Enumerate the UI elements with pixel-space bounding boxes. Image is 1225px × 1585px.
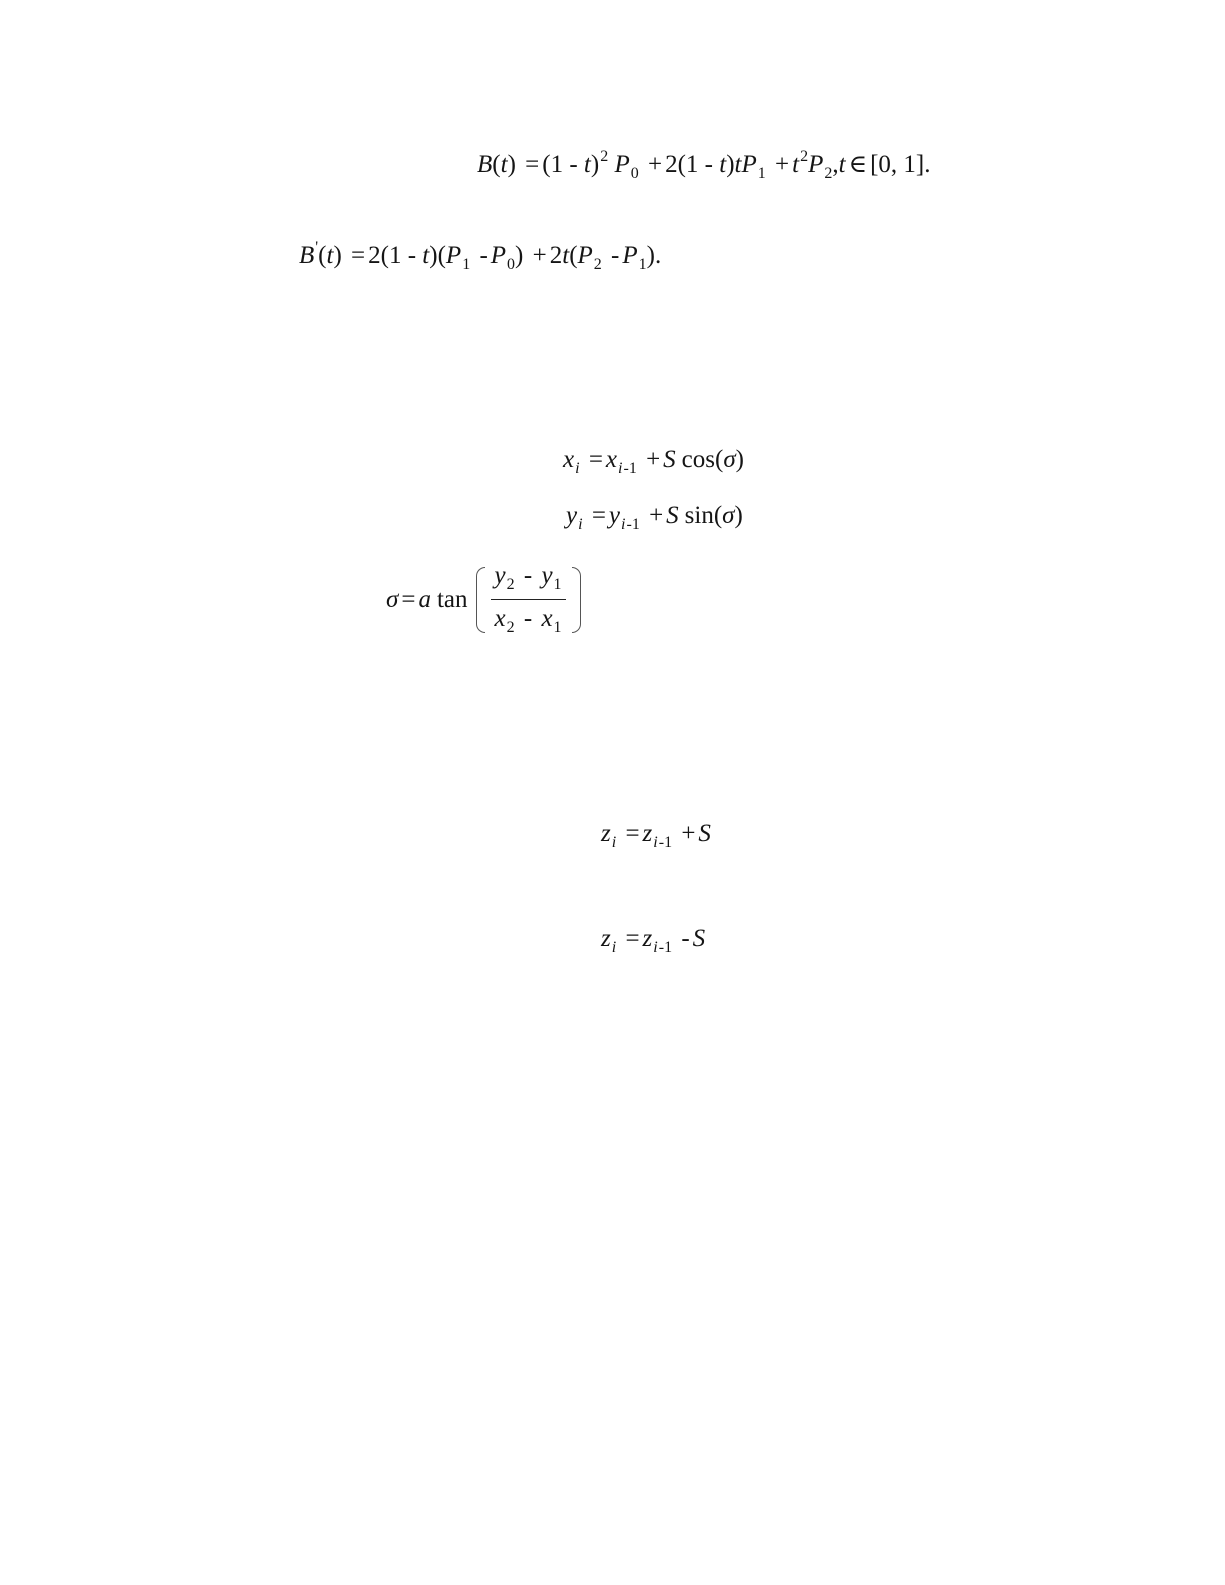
symbol: σ xyxy=(386,586,399,613)
symbol: x xyxy=(563,446,575,473)
subscript: -1 xyxy=(626,516,640,533)
subscript: 2 xyxy=(506,619,515,636)
subscript: 2 xyxy=(593,256,602,273)
fraction xyxy=(491,563,566,636)
subscript: 2 xyxy=(824,165,833,182)
symbol: ) xyxy=(735,446,744,473)
symbol: - xyxy=(681,925,690,952)
symbol: - xyxy=(523,562,533,589)
symbol: P xyxy=(808,151,824,178)
symbol: P xyxy=(622,242,638,269)
left-paren xyxy=(476,567,485,633)
symbol: , xyxy=(832,151,839,178)
symbol: ) xyxy=(726,151,735,178)
superscript: 2 xyxy=(600,148,609,165)
subscript: 1 xyxy=(757,165,766,182)
subscript: i xyxy=(618,460,623,477)
symbol: - xyxy=(611,242,620,269)
symbol: σ xyxy=(723,446,736,473)
z-increase-equation xyxy=(601,821,711,851)
symbol: = xyxy=(401,586,416,613)
symbol: ) xyxy=(333,242,342,269)
subscript: i xyxy=(578,516,583,533)
symbol: 2(1 - xyxy=(368,242,423,269)
symbol: x xyxy=(605,446,618,473)
symbol: S xyxy=(663,446,676,473)
subscript: 1 xyxy=(462,256,471,273)
bezier-curve-equation xyxy=(477,149,930,182)
symbol: P xyxy=(577,242,593,269)
symbol: z xyxy=(642,925,653,952)
symbol: z xyxy=(601,925,611,952)
subscript: i xyxy=(653,834,658,851)
symbol: x xyxy=(541,605,553,632)
symbol: S xyxy=(692,925,706,952)
x-update-equation xyxy=(563,447,744,477)
symbol: )( xyxy=(429,242,446,269)
symbol: (1 - xyxy=(542,151,584,178)
symbol: - xyxy=(479,242,488,269)
symbol: y xyxy=(494,562,506,589)
symbol: + xyxy=(532,242,547,269)
symbol: [0, 1]. xyxy=(870,151,931,178)
symbol: y xyxy=(541,562,553,589)
symbol: t xyxy=(792,151,800,178)
z-decrease-equation xyxy=(601,926,705,956)
symbol: ) xyxy=(734,502,743,529)
symbol: + xyxy=(646,446,661,473)
subscript: i xyxy=(611,939,617,956)
subscript: 1 xyxy=(553,619,562,636)
symbol: z xyxy=(601,820,611,847)
symbol: 2(1 - xyxy=(665,151,720,178)
symbol: ( xyxy=(569,242,578,269)
symbol: = xyxy=(591,502,606,529)
symbol: t xyxy=(326,242,334,269)
symbol: ) xyxy=(590,151,600,178)
symbol: t xyxy=(734,151,742,178)
sigma-definition-equation xyxy=(386,563,581,636)
symbol: t xyxy=(583,151,591,178)
symbol: z xyxy=(642,820,653,847)
symbol: - xyxy=(523,605,533,632)
symbol: = xyxy=(351,242,366,269)
numerator xyxy=(491,563,566,600)
subscript: 2 xyxy=(506,576,515,593)
symbol: t xyxy=(838,151,846,178)
subscript: -1 xyxy=(623,460,637,477)
symbol: = xyxy=(625,925,640,952)
subscript: 0 xyxy=(507,256,516,273)
symbol: S xyxy=(666,502,679,529)
symbol: B xyxy=(477,151,493,178)
subscript: -1 xyxy=(658,834,673,851)
symbol: y xyxy=(608,502,621,529)
subscript: 1 xyxy=(553,576,562,593)
symbol: + xyxy=(775,151,790,178)
symbol: tan xyxy=(436,586,468,613)
symbol: t xyxy=(719,151,727,178)
symbol: ∈ xyxy=(848,151,868,178)
symbol: S xyxy=(698,820,711,847)
symbol: ). xyxy=(646,242,662,269)
symbol: σ xyxy=(722,502,735,529)
symbol: = xyxy=(588,446,603,473)
symbol: t xyxy=(422,242,430,269)
symbol: sin( xyxy=(684,502,723,529)
subscript: i xyxy=(575,460,580,477)
symbol: t xyxy=(500,151,508,178)
right-paren xyxy=(572,567,581,633)
symbol: P xyxy=(445,242,462,269)
symbol: cos( xyxy=(681,446,724,473)
symbol: x xyxy=(494,605,506,632)
symbol: t xyxy=(562,242,570,269)
symbol: P xyxy=(614,151,630,178)
subscript: 1 xyxy=(638,256,647,273)
superscript: 2 xyxy=(800,148,809,165)
subscript: -1 xyxy=(658,939,673,956)
denominator xyxy=(491,600,566,636)
subscript: i xyxy=(621,516,626,533)
symbol: = xyxy=(625,820,640,847)
symbol: 2 xyxy=(549,242,563,269)
symbol: + xyxy=(649,502,664,529)
subscript: i xyxy=(611,834,617,851)
symbol: + xyxy=(647,151,663,178)
symbol: P xyxy=(741,151,757,178)
superscript: ' xyxy=(315,239,319,256)
symbol: a xyxy=(418,586,431,613)
symbol: + xyxy=(681,820,696,847)
symbol: ( xyxy=(318,242,327,269)
symbol: ( xyxy=(492,151,501,178)
bezier-derivative-equation xyxy=(299,240,661,273)
y-update-equation xyxy=(566,503,743,533)
symbol: ) xyxy=(507,151,516,178)
subscript: i xyxy=(653,939,658,956)
subscript: 0 xyxy=(630,165,639,182)
symbol: B xyxy=(299,242,315,269)
symbol: = xyxy=(525,151,540,178)
symbol: y xyxy=(566,502,578,529)
symbol: P xyxy=(490,242,507,269)
symbol: ) xyxy=(515,242,524,269)
